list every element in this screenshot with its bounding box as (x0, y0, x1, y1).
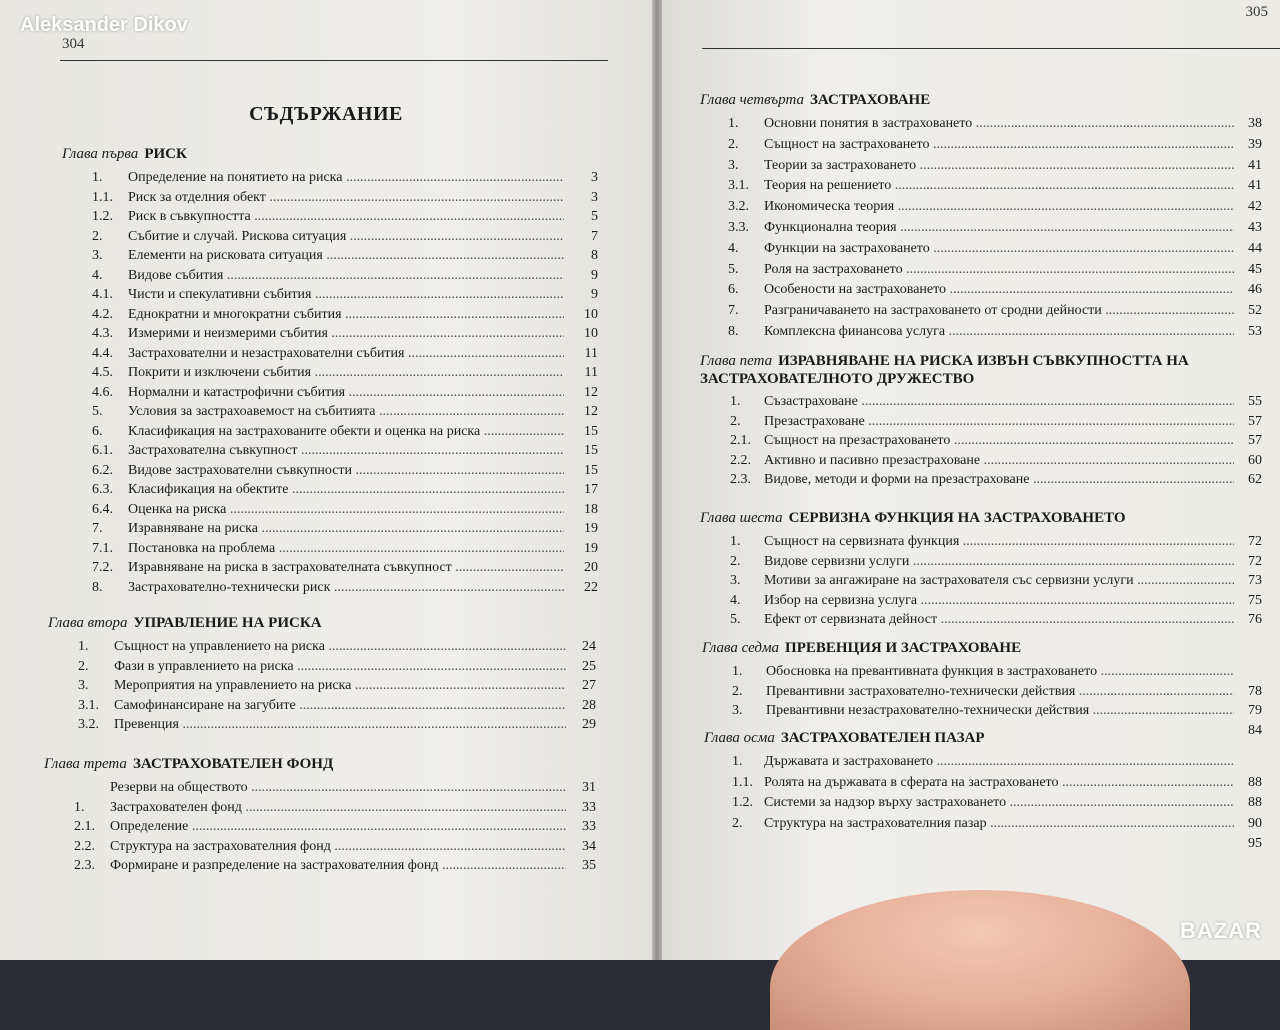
toc-entry-page: 46 (1248, 282, 1262, 298)
toc-entry (44, 856, 596, 876)
chapter-name: УПРАВЛЕНИЕ НА РИСКА (133, 615, 322, 631)
toc-entry-page: 44 (1248, 240, 1262, 256)
toc-entry (700, 218, 1262, 239)
toc-entry (62, 207, 598, 227)
toc-entry (700, 470, 1262, 490)
chapter (700, 510, 1262, 630)
toc-entry-title: Функции на застраховането ..... (764, 239, 1234, 260)
toc-entry-page: 41 (1248, 178, 1262, 194)
toc-entry (48, 657, 596, 677)
chapter-heading (700, 352, 1262, 392)
toc-entry-number: 3.2. (78, 717, 99, 732)
toc-entry-number: 1.2. (92, 209, 113, 224)
chapter (700, 92, 1262, 343)
toc-list (704, 752, 1262, 855)
toc-entry-number: 2.3. (74, 858, 95, 873)
toc-entry-title: Постановка на проблема ..... (128, 539, 564, 559)
chapter (702, 640, 1262, 740)
toc-entry-page: 9 (591, 287, 598, 302)
toc-entry-title: Роля на застраховането ..... (764, 260, 1234, 281)
toc-entry-page: 10 (584, 326, 598, 341)
toc-entry (704, 793, 1262, 814)
right-page (662, 0, 1280, 960)
toc-entry-page: 42 (1248, 199, 1262, 215)
toc-entry-number: 3. (728, 157, 739, 173)
toc-entry-number: 1.1. (92, 189, 113, 205)
toc-entry-page: 19 (584, 540, 598, 556)
toc-entry-number: 1. (728, 116, 739, 131)
toc-entry-page: 34 (582, 838, 596, 854)
toc-entry-page: 19 (584, 521, 598, 536)
toc-entry-page: 78 (1248, 683, 1262, 699)
toc-entry (700, 156, 1262, 177)
toc-entry (44, 837, 596, 857)
bazar-logo: BAZAR (1180, 918, 1262, 943)
toc-entry-number: 8. (92, 579, 103, 595)
toc-entry-number: 6. (92, 423, 103, 439)
toc-entry (62, 344, 598, 364)
toc-entry (44, 798, 596, 818)
toc-entry-title: Теории за застраховането ..... (764, 156, 1234, 177)
chapter-heading (48, 615, 596, 637)
chapter (44, 756, 596, 876)
toc-entry-page: 20 (584, 560, 598, 575)
toc-entry-page: 90 (1248, 815, 1262, 831)
chapter (62, 146, 598, 597)
toc-entry (62, 558, 598, 578)
chapter-name: ЗАСТРАХОВАТЕЛЕН ФОНД (132, 756, 334, 772)
toc-entry-number: 6.2. (92, 462, 113, 478)
toc-entry-page: 7 (591, 228, 598, 244)
toc-entry-number: 2. (92, 228, 103, 244)
toc-entry-number: 1.1. (732, 774, 753, 790)
toc-entry (702, 682, 1262, 702)
toc-entry-title: Съзастраховане ..... (764, 392, 1234, 412)
toc-entry (48, 676, 596, 696)
toc-entry-title: Видове застрахователни съвкупности ..... (128, 461, 564, 481)
toc-entry-title: Структура на застрахователния фонд ..... (110, 837, 566, 857)
toc-entry-title: Презастраховане ..... (764, 412, 1234, 432)
toc-entry-title: Застрахователен фонд ..... (110, 798, 566, 818)
toc-entry-page: 12 (584, 384, 598, 400)
toc-entry-number: 7.1. (92, 540, 113, 556)
toc-entry-title: Чисти и спекулативни събития ..... (128, 285, 564, 305)
chapter-name: РИСК (144, 146, 187, 162)
toc-entry-page: 15 (584, 443, 598, 458)
toc-entry-number: 7.2. (92, 560, 113, 575)
toc-entry-number: 2. (732, 683, 743, 699)
toc-entry (704, 814, 1262, 835)
toc-entry-title: Мотиви за ангажиране на застрахователя със сервизни услуги ..... (764, 571, 1234, 591)
chapter (48, 615, 596, 735)
toc-entry (62, 227, 598, 247)
toc-entry-number: 3. (732, 703, 743, 719)
toc-entry-title: Резерви на обществото ..... (110, 778, 566, 798)
toc-entry-number: 2. (730, 413, 741, 429)
toc-entry-title: Превантивни застрахователно-технически действия ..... (766, 682, 1234, 702)
toc-entry-number: 1.2. (732, 795, 753, 810)
toc-entry-title: Формиране и разпределение на застрахователния фонд ..... (110, 856, 566, 876)
toc-entry (700, 197, 1262, 218)
chapter-label: Глава първа (62, 146, 139, 162)
toc-entry-title: Класификация на застрахованите обекти и оценка на риска ..... (128, 422, 564, 442)
toc-entry-page: 57 (1248, 433, 1262, 449)
toc-entry-page: 12 (584, 404, 598, 419)
page-number: 304 (62, 36, 85, 52)
chapter-heading (702, 640, 1262, 662)
toc-entry-number: 7. (92, 521, 103, 536)
toc-entry-title: Застрахователна съвкупност ..... (128, 441, 564, 461)
toc-entry (62, 441, 598, 461)
toc-entry-page: 88 (1248, 774, 1262, 790)
toc-entry-title: Мероприятия на управлението на риска ..... (114, 676, 566, 696)
toc-entry (62, 519, 598, 539)
toc-entry-page: 60 (1248, 452, 1262, 468)
toc-entry-page: 17 (584, 482, 598, 497)
toc-entry-title: Събитие и случай. Рискова ситуация ..... (128, 227, 564, 247)
toc-entry (62, 383, 598, 403)
toc-entry (44, 778, 596, 798)
toc-entry-number: 1. (732, 754, 743, 769)
chapter-name: ЗАСТРАХОВАНЕ (809, 92, 931, 108)
toc-entry (700, 591, 1262, 611)
toc-entry (62, 285, 598, 305)
toc-entry-page: 62 (1248, 472, 1262, 488)
toc-entry-title: Същност на сервизната функция ..... (764, 532, 1234, 552)
toc-entry-number: 5. (92, 404, 103, 419)
toc-entry-number: 4. (730, 592, 741, 608)
toc-entry (62, 539, 598, 559)
toc-entry-number: 2.1. (74, 819, 95, 834)
toc-entry-page: 72 (1248, 534, 1262, 549)
toc-entry-page: 39 (1248, 136, 1262, 152)
toc-entry-title: Оценка на риска ..... (128, 500, 564, 520)
toc-entry-number: 4.4. (92, 345, 113, 361)
toc-entry-number: 1. (92, 170, 103, 185)
toc-entry-title: Нормални и катастрофични събития ..... (128, 383, 564, 403)
toc-entry (704, 834, 1262, 855)
toc-entry (62, 422, 598, 442)
toc-entry-page: 35 (582, 858, 596, 873)
toc-entry-title: Застрахователно-технически риск ..... (128, 578, 564, 598)
toc-entry-page: 53 (1248, 323, 1262, 339)
toc-entry-page: 75 (1248, 592, 1262, 608)
toc-entry-number: 4.5. (92, 365, 113, 380)
toc-entry-page: 22 (584, 579, 598, 595)
book-gutter (652, 0, 662, 960)
toc-entry-title: Системи за надзор върху застраховането ..... (764, 793, 1234, 814)
chapter-name: ЗАСТРАХОВАТЕЛЕН ПАЗАР (780, 730, 985, 746)
toc-entry (62, 363, 598, 383)
toc-entry-page: 9 (591, 267, 598, 283)
toc-entry (62, 305, 598, 325)
toc-entry (700, 571, 1262, 591)
toc-entry (700, 322, 1262, 343)
toc-entry-page: 33 (582, 819, 596, 834)
toc-entry-title: Ролята на държавата в сферата на застраховането ..... (764, 773, 1234, 794)
toc-entry-title: Фази в управлението на риска ..... (114, 657, 566, 677)
toc-entry-number: 4.6. (92, 384, 113, 400)
toc-entry-page: 79 (1248, 703, 1262, 719)
toc-entry-page: 38 (1248, 116, 1262, 131)
toc-entry-page: 29 (582, 717, 596, 732)
chapter (700, 352, 1262, 490)
toc-entry-title: Изравняване на риска ..... (128, 519, 564, 539)
toc-entry-number: 1. (730, 394, 741, 409)
toc-entry-number: 5. (730, 612, 741, 628)
watermark: Aleksander Dikov (20, 14, 188, 36)
toc-entry-title: Икономическа теория ..... (764, 197, 1234, 218)
toc-entry-number: 2. (732, 815, 743, 831)
toc-entry-title: Превантивни незастрахователно-технически действия ..... (766, 701, 1234, 721)
toc-entry (62, 168, 598, 188)
toc-list (700, 392, 1262, 490)
toc-entry-title: Комплексна финансова услуга ..... (764, 322, 1234, 343)
toc-list (62, 168, 598, 597)
toc-entry-page: 84 (1248, 722, 1262, 738)
toc-entry (704, 773, 1262, 794)
chapter-label: Глава седма (702, 640, 780, 656)
chapter (704, 730, 1262, 855)
toc-entry (700, 114, 1262, 135)
toc-entry-number: 4. (92, 267, 103, 283)
toc-entry-page: 11 (584, 345, 598, 361)
toc-entry (700, 610, 1262, 630)
toc-entry-title: Елементи на рисковата ситуация ..... (128, 246, 564, 266)
toc-entry (700, 280, 1262, 301)
toc-entry-number: 6.4. (92, 501, 113, 517)
toc-entry-title: Особености на застраховането ..... (764, 280, 1234, 301)
toc-entry-number: 1. (730, 534, 741, 549)
chapter-heading (62, 146, 598, 168)
chapter-heading (700, 510, 1262, 532)
toc-entry-number: 6.3. (92, 482, 113, 497)
toc-entry-title: Същност на застраховането ..... (764, 135, 1234, 156)
toc-entry (702, 701, 1262, 721)
toc-entry-page: 41 (1248, 157, 1262, 173)
toc-entry-title: Покрити и изключени събития ..... (128, 363, 564, 383)
chapter-label: Глава пета (700, 353, 773, 369)
toc-entry (62, 246, 598, 266)
toc-entry-title: Превенция ..... (114, 715, 566, 735)
toc-entry-title: Риск в съвкупността ..... (128, 207, 564, 227)
toc-entry-number: 3.1. (728, 178, 749, 194)
toc-entry-page: 3 (591, 189, 598, 205)
toc-entry-number: 6. (728, 282, 739, 298)
toc-entry-number: 1. (78, 639, 89, 654)
toc-entry-title: Застрахователни и незастрахователни събития ..... (128, 344, 564, 364)
toc-entry (702, 662, 1262, 682)
toc-entry-number: 3. (92, 248, 103, 263)
toc-entry-title: Обосновка на превантивната функция в застраховането ..... (766, 662, 1234, 682)
toc-entry-page: 18 (584, 501, 598, 517)
toc-entry-number: 4.3. (92, 326, 113, 341)
toc-entry-title: Класификация на обектите ..... (128, 480, 564, 500)
toc-entry-title: Еднократни и многократни събития ..... (128, 305, 564, 325)
toc-entry (700, 301, 1262, 322)
toc-entry-number: 2.2. (74, 838, 95, 854)
toc-entry-title: Определение на понятието на риска ..... (128, 168, 564, 188)
toc-entry-number: 6.1. (92, 443, 113, 458)
toc-entry-number: 7. (728, 303, 739, 319)
chapter-heading (700, 92, 1262, 114)
toc-entry-title: Условия за застрахоавемост на събитията ..... (128, 402, 564, 422)
toc-entry-number: 4.2. (92, 306, 113, 322)
toc-entry-title: Изравняване на риска в застрахователната съвкупност ..... (128, 558, 564, 578)
toc-entry-page: 27 (582, 678, 596, 693)
toc-entry (704, 752, 1262, 773)
toc-entry-title: Същност на управлението на риска ..... (114, 637, 566, 657)
toc-entry-title: Видове сервизни услуги ..... (764, 552, 1234, 572)
toc-entry-page: 24 (582, 639, 596, 654)
toc-entry (700, 552, 1262, 572)
toc-entry-page: 73 (1248, 573, 1262, 589)
toc-entry-number: 4.1. (92, 287, 113, 302)
toc-entry-page: 31 (582, 780, 596, 795)
toc-entry-title: Основни понятия в застраховането ..... (764, 114, 1234, 135)
toc-entry (62, 266, 598, 286)
toc-entry (62, 578, 598, 598)
toc-entry (62, 480, 598, 500)
toc-entry-title: Измерими и неизмерими събития ..... (128, 324, 564, 344)
toc-entry-number: 2.2. (730, 452, 751, 468)
toc-entry-title: Държавата и застраховането ..... (764, 752, 1234, 773)
toc-entry-title: Риск за отделния обект ..... (128, 188, 564, 208)
toc-list (48, 637, 596, 735)
toc-entry (700, 431, 1262, 451)
toc-entry-page: 43 (1248, 219, 1262, 235)
toc-entry-title: Същност на презастраховането ..... (764, 431, 1234, 451)
toc-entry-number: 2. (730, 553, 741, 569)
toc-entry-number: 2. (728, 136, 739, 152)
toc-entry (48, 715, 596, 735)
contents-title: СЪДЪРЖАНИЕ (249, 103, 403, 125)
chapter-label: Глава трета (44, 756, 127, 772)
toc-entry (62, 324, 598, 344)
toc-list (702, 662, 1262, 740)
toc-entry-number: 4. (728, 240, 739, 256)
toc-entry-title: Видове, методи и форми на презастраховане ..... (764, 470, 1234, 490)
toc-entry-page: 33 (582, 799, 596, 815)
toc-entry (44, 817, 596, 837)
toc-entry-page: 57 (1248, 413, 1262, 429)
toc-entry-number: 3. (78, 678, 89, 693)
toc-entry-title: Избор на сервизна услуга ..... (764, 591, 1234, 611)
toc-entry-number: 3.2. (728, 199, 749, 215)
toc-entry-title: Структура на застрахователния пазар ..... (764, 814, 1234, 835)
toc-entry-page: 10 (584, 306, 598, 322)
toc-entry-number: 3. (730, 573, 741, 589)
chapter-label: Глава четвърта (700, 92, 804, 108)
toc-entry-title: Самофинансиране на загубите ..... (114, 696, 566, 716)
toc-entry-page: 55 (1248, 394, 1262, 409)
toc-entry-page: 5 (591, 209, 598, 224)
chapter-name: ПРЕВЕНЦИЯ И ЗАСТРАХОВАНЕ (785, 640, 1022, 656)
chapter-label: Глава осма (704, 730, 775, 746)
toc-entry-page: 28 (582, 697, 596, 713)
toc-entry-page: 8 (591, 248, 598, 263)
toc-entry-title: Разграничаването на застраховането от сродни дейности ..... (764, 301, 1234, 322)
header-rule (60, 60, 608, 61)
toc-entry-page: 76 (1248, 612, 1262, 628)
toc-list (700, 114, 1262, 343)
toc-entry (700, 239, 1262, 260)
toc-entry-title: Функционална теория ..... (764, 218, 1234, 239)
chapter-label: Глава втора (48, 615, 128, 631)
toc-entry-page: 11 (584, 365, 598, 380)
toc-entry-page: 95 (1248, 836, 1262, 851)
chapter-label: Глава шеста (700, 510, 783, 526)
toc-entry (62, 402, 598, 422)
toc-entry (700, 451, 1262, 471)
toc-entry-number: 1. (74, 799, 85, 815)
toc-entry-page: 25 (582, 658, 596, 674)
toc-entry (700, 135, 1262, 156)
toc-entry-number: 8. (728, 323, 739, 339)
toc-entry-number: 3.1. (78, 697, 99, 713)
toc-entry-page: 52 (1248, 303, 1262, 319)
toc-list (44, 778, 596, 876)
toc-entry (62, 188, 598, 208)
toc-entry-page: 15 (584, 423, 598, 439)
toc-entry-title: Теория на решението ..... (764, 176, 1234, 197)
toc-entry-page: 15 (584, 462, 598, 478)
toc-entry (48, 637, 596, 657)
toc-entry-page: 45 (1248, 261, 1262, 277)
page-number: 305 (1245, 4, 1268, 20)
toc-entry (700, 412, 1262, 432)
toc-entry-number: 5. (728, 261, 739, 277)
toc-entry-title: Определение ..... (110, 817, 566, 837)
toc-entry-title: Ефект от сервизната дейност ..... (764, 610, 1234, 630)
toc-entry-page: 88 (1248, 795, 1262, 810)
chapter-heading (44, 756, 596, 778)
toc-entry-number: 2.1. (730, 433, 751, 449)
left-page (0, 0, 652, 960)
toc-entry (62, 461, 598, 481)
toc-entry (700, 176, 1262, 197)
toc-entry (62, 500, 598, 520)
toc-entry-title: Видове събития ..... (128, 266, 564, 286)
toc-entry (700, 532, 1262, 552)
toc-entry-number: 1. (732, 664, 743, 679)
toc-list (700, 532, 1262, 630)
toc-entry-number: 2.3. (730, 472, 751, 488)
chapter-name: СЕРВИЗНА ФУНКЦИЯ НА ЗАСТРАХОВАНЕТО (788, 510, 1126, 526)
toc-entry (700, 260, 1262, 281)
chapter-heading (704, 730, 1262, 752)
toc-entry-number: 3.3. (728, 219, 749, 235)
toc-entry-page: 3 (591, 170, 598, 185)
toc-entry-title: Активно и пасивно презастраховане ..... (764, 451, 1234, 471)
toc-entry-page: 72 (1248, 553, 1262, 569)
toc-entry-number: 2. (78, 658, 89, 674)
chapter-name: ИЗРАВНЯВАНЕ НА РИСКА ИЗВЪН СЪВКУПНОСТТА НА ЗАСТРАХОВАТЕЛНОТО ДРУЖЕСТВО (700, 353, 1189, 387)
toc-entry (700, 392, 1262, 412)
header-rule (702, 48, 1280, 49)
toc-entry (48, 696, 596, 716)
